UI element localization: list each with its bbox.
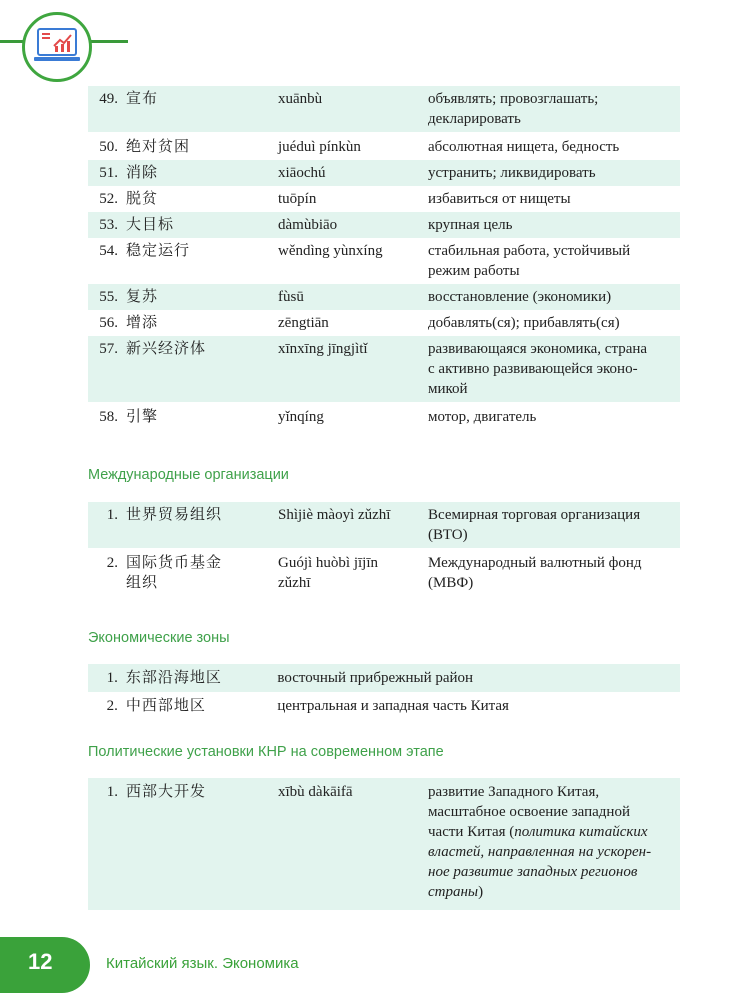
section-title-policy: Политические установки КНР на современном этапе bbox=[88, 744, 444, 760]
table-row: 1. 西部大开发 xībù dàkāifā развитие Западного Китая, масштабное освоение западной части Китая (политика китайских властей, направленная на ускорен- ное развитие западных регионов страны) bbox=[88, 778, 680, 910]
orgs-table bbox=[88, 502, 680, 596]
table-row: 54. 稳定运行 wěndìng yùnxíng стабильная работа, устойчивый режим работы bbox=[99, 243, 631, 279]
table-row: 2. 国际货币基金 组织 Guójì huòbì jījīn zǔzhī Международный валютный фонд (МВФ) bbox=[106, 555, 642, 591]
table-row: 55. 复苏 fùsū восстановление (экономики) bbox=[88, 284, 680, 310]
table-row: 50. 绝对贫困 juéduì pínkùn абсолютная нищета, бедность bbox=[99, 139, 620, 155]
book-title: Китайский язык. Экономика bbox=[106, 955, 299, 972]
laptop-chart-icon bbox=[22, 12, 92, 82]
table-row: 49. 宣布 xuānbù объявлять; провозглашать; декларировать bbox=[88, 86, 680, 132]
table-row: 53. 大目标 dàmùbiāo крупная цель bbox=[88, 212, 680, 238]
table-row: 52. 脱贫 tuōpín избавиться от нищеты bbox=[99, 191, 571, 207]
zones-table bbox=[88, 664, 680, 720]
vocab-table bbox=[88, 86, 680, 430]
table-row: 2. 中西部地区 центральная и западная часть Китая bbox=[106, 698, 509, 714]
section-title-orgs: Международные организации bbox=[88, 467, 289, 483]
table-row: 1. 东部沿海地区 восточный прибрежный район bbox=[88, 664, 680, 692]
table-row: 51. 消除 xiāochú устранить; ликвидировать bbox=[88, 160, 680, 186]
table-row: 1. 世界贸易组织 Shìjiè màoyì zǔzhī Всемирная торговая организация (ВТО) bbox=[88, 502, 680, 548]
table-row: 57. 新兴经济体 xīnxīng jīngjìtǐ развивающаяся экономика, страна с активно развивающейся эконо- микой bbox=[88, 336, 680, 402]
table-row: 58. 引擎 yǐnqíng мотор, двигатель bbox=[99, 409, 537, 425]
page-number: 12 bbox=[28, 949, 53, 974]
table-row: 56. 增添 zēngtiān добавлять(ся); прибавлять(ся) bbox=[99, 315, 620, 331]
section-title-zones: Экономические зоны bbox=[88, 630, 230, 646]
policy-table bbox=[88, 778, 680, 910]
